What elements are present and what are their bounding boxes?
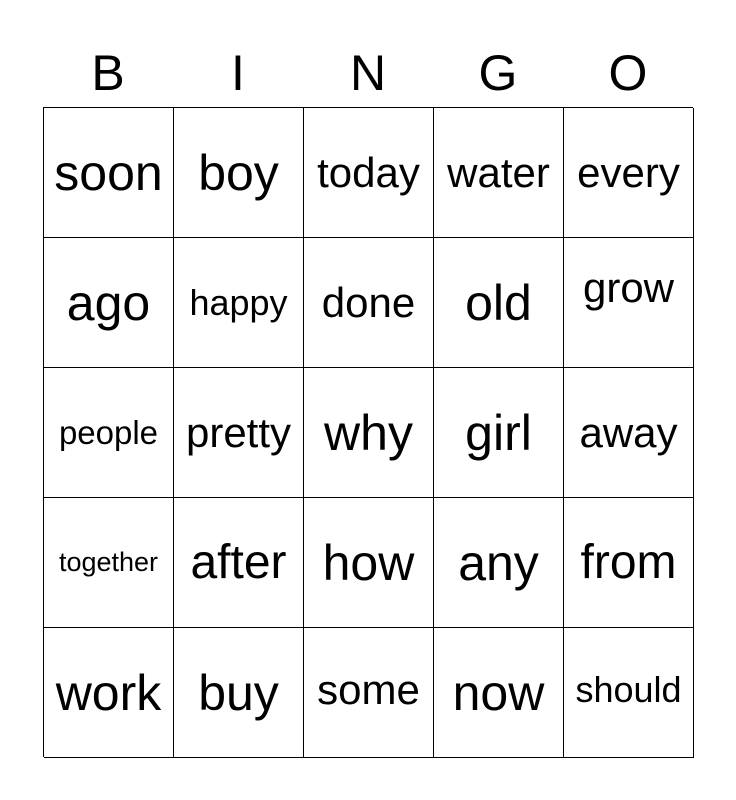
cell-word: now [452,664,545,721]
cell-word: any [458,534,539,591]
bingo-cell[interactable] [434,628,564,758]
cell-word: girl [465,404,532,461]
cell-word: why [324,404,413,461]
bingo-cell[interactable] [174,498,304,628]
bingo-cell[interactable] [304,368,434,498]
bingo-cell[interactable] [44,368,174,498]
cell-word: buy [198,664,279,721]
cell-word: water [447,148,550,196]
bingo-cell[interactable] [44,498,174,628]
bingo-cell[interactable] [304,108,434,238]
cell-word: people [58,413,159,451]
bingo-cell[interactable] [174,238,304,368]
bingo-cell[interactable] [434,498,564,628]
header-letter-b: B [91,45,125,101]
bingo-cell[interactable] [564,108,694,238]
header-letter-g: G [478,45,518,101]
bingo-cell[interactable] [564,238,694,368]
bingo-cell[interactable] [44,628,174,758]
cell-word: old [465,274,532,331]
cell-word: boy [198,144,279,201]
cell-word: grow [582,263,675,311]
bingo-cell[interactable] [434,238,564,368]
bingo-cell[interactable] [304,238,434,368]
cell-word: together [58,547,159,577]
cell-word: work [55,664,162,721]
bingo-cell[interactable] [434,368,564,498]
bingo-board [43,107,693,757]
bingo-cell[interactable] [434,108,564,238]
cell-word: soon [54,144,163,201]
cell-word: after [190,536,287,589]
bingo-cell[interactable] [174,368,304,498]
cell-word: done [321,278,416,326]
cell-word: every [577,148,680,196]
bingo-cell[interactable] [44,238,174,368]
cell-word: should [575,668,682,710]
cell-word: happy [189,281,288,323]
cell-word: how [322,534,415,591]
header-letter-n: N [349,45,387,101]
cell-word: from [580,536,677,589]
cell-word: ago [66,274,151,331]
bingo-cell[interactable] [44,108,174,238]
cell-word: today [317,148,420,196]
header-letter-o: O [608,45,648,101]
bingo-cell[interactable] [174,628,304,758]
cell-word: away [579,408,678,456]
bingo-cell[interactable] [564,628,694,758]
bingo-cell[interactable] [304,498,434,628]
bingo-header [43,40,693,106]
bingo-cell[interactable] [174,108,304,238]
bingo-cell[interactable] [564,368,694,498]
cell-word: pretty [185,408,292,456]
cell-word: some [317,665,420,713]
header-letter-i: I [231,45,245,101]
bingo-cell[interactable] [564,498,694,628]
bingo-cell[interactable] [304,628,434,758]
